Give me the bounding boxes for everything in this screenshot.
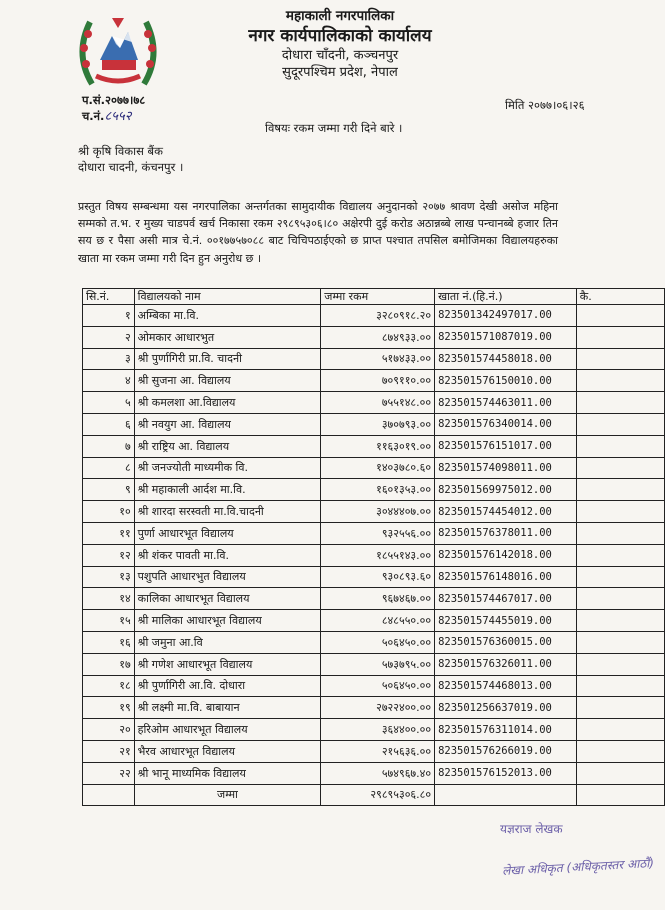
- row-remarks: [576, 392, 664, 414]
- chalani-number: [82, 108, 145, 125]
- row-school-name: श्री कमलशा आ.विद्यालय: [134, 392, 321, 414]
- table-row: [83, 610, 665, 632]
- row-account-number: 823501576151017.00: [435, 435, 577, 457]
- table-row: [83, 501, 665, 523]
- table-row: [83, 326, 665, 348]
- row-sn: १४: [83, 588, 135, 610]
- row-amount: २७२२४००.००: [321, 697, 435, 719]
- row-remarks: [576, 740, 664, 762]
- table-row: [83, 522, 665, 544]
- table-row: [83, 479, 665, 501]
- row-remarks: [576, 457, 664, 479]
- row-amount: १६०१३५३.००: [321, 479, 435, 501]
- letter-body: प्रस्तुत विषय सम्बन्धमा यस नगरपालिका अन्तर्गतका सामुदायीक विद्यालय अनुदानको २०७७ श्रावण देखी असोज महिना सम्मको त.भ. र मुख्य चाडपर्व खर्च निकासा रकम २९८९५३०६।८० अक्षेरपी दुई करोड अठान्नब्बे लाख पन्चानब्बे हजार तिन सय छ र पैसा असी मात्र चे.नं. ००१७७५७०८८ बाट चिचिपठाईएको छ प्राप्त पश्चात तपसिल बमोजिमका विद्यालयहरुका खाता मा रकम जम्मा गरी दिन हुन अनुरोध छ ।: [78, 200, 558, 265]
- row-remarks: [576, 479, 664, 501]
- table-row: [83, 675, 665, 697]
- row-remarks: [576, 544, 664, 566]
- row-sn: ८: [83, 457, 135, 479]
- row-account-number: 823501569975012.00: [435, 479, 577, 501]
- row-account-number: 823501574455019.00: [435, 610, 577, 632]
- row-school-name: श्री पुर्णागिरी प्रा.वि. चादनी: [134, 348, 321, 370]
- row-sn: ३: [83, 348, 135, 370]
- table-row: [83, 740, 665, 762]
- table-row: [83, 631, 665, 653]
- row-remarks: [576, 697, 664, 719]
- row-amount: ५१७४३३.००: [321, 348, 435, 370]
- row-school-name: ओमकार आधारभुत: [134, 326, 321, 348]
- row-sn: १८: [83, 675, 135, 697]
- table-row: [83, 697, 665, 719]
- row-amount: ७५५१४८.००: [321, 392, 435, 414]
- patra-sankhya: प.सं.२०७७।७८: [82, 93, 146, 107]
- row-sn: १७: [83, 653, 135, 675]
- row-school-name: श्री नवयुग आ. विद्यालय: [134, 413, 321, 435]
- header-remarks: कै.: [576, 289, 664, 305]
- row-remarks: [576, 370, 664, 392]
- table-row: [83, 370, 665, 392]
- row-school-name: भैरव आधारभूत विद्यालय: [134, 740, 321, 762]
- row-sn: ११: [83, 522, 135, 544]
- row-remarks: [576, 719, 664, 741]
- row-amount: २१५६३६.००: [321, 740, 435, 762]
- row-remarks: [576, 631, 664, 653]
- row-remarks: [576, 762, 664, 784]
- row-sn: १: [83, 305, 135, 327]
- row-school-name: श्री शंकर पावती मा.वि.: [134, 544, 321, 566]
- signatory-name: यज्ञराज लेखक: [500, 822, 563, 836]
- row-remarks: [576, 501, 664, 523]
- row-school-name: श्री महाकाली आर्दश मा.वि.: [134, 479, 321, 501]
- row-school-name: श्री पुर्णागिरी आ.वि. दोधारा: [134, 675, 321, 697]
- table-row: [83, 305, 665, 327]
- row-school-name: अम्बिका मा.वि.: [134, 305, 321, 327]
- row-sn: १९: [83, 697, 135, 719]
- row-amount: ३०४४४०७.००: [321, 501, 435, 523]
- row-amount: ८४८५५०.००: [321, 610, 435, 632]
- row-remarks: [576, 435, 664, 457]
- row-amount: ५०६४५०.००: [321, 631, 435, 653]
- row-school-name: श्री गणेश आधारभूत विद्यालय: [134, 653, 321, 675]
- row-school-name: श्री जमुना आ.वि: [134, 631, 321, 653]
- row-amount: १८५५१४३.००: [321, 544, 435, 566]
- row-school-name: श्री शारदा सरस्वती मा.वि.चादनी: [134, 501, 321, 523]
- row-remarks: [576, 348, 664, 370]
- table-row: [83, 566, 665, 588]
- table-row: [83, 413, 665, 435]
- table-row: [83, 544, 665, 566]
- letter-date: मिति २०७७।०६।२६: [505, 98, 585, 112]
- table-row: [83, 348, 665, 370]
- row-sn: १३: [83, 566, 135, 588]
- row-school-name: हरिओम आधारभूत विद्यालय: [134, 719, 321, 741]
- row-sn: २२: [83, 762, 135, 784]
- table-row: [83, 762, 665, 784]
- row-school-name: श्री राष्ट्रिय आ. विद्यालय: [134, 435, 321, 457]
- row-school-name: पुर्णा आधारभूत विद्यालय: [134, 522, 321, 544]
- row-amount: ८७४९३३.००: [321, 326, 435, 348]
- header-account-number: खाता नं.(हि.नं.): [435, 289, 577, 305]
- row-sn: १६: [83, 631, 135, 653]
- row-sn: २१: [83, 740, 135, 762]
- table-row: [83, 588, 665, 610]
- row-amount: ९३२५५६.००: [321, 522, 435, 544]
- header-sn: सि.नं.: [83, 289, 135, 305]
- addressee-address: दोधारा चादनी, कंचनपुर ।: [78, 160, 184, 174]
- row-account-number: 823501576142018.00: [435, 544, 577, 566]
- row-school-name: श्री लक्ष्मी मा.वि. बाबायान: [134, 697, 321, 719]
- row-remarks: [576, 588, 664, 610]
- row-remarks: [576, 413, 664, 435]
- row-account-number: 823501256637019.00: [435, 697, 577, 719]
- row-remarks: [576, 610, 664, 632]
- row-sn: ४: [83, 370, 135, 392]
- total-amount: २९८९५३०६.८०: [321, 784, 435, 806]
- row-remarks: [576, 326, 664, 348]
- row-sn: ७: [83, 435, 135, 457]
- row-account-number: 823501576152013.00: [435, 762, 577, 784]
- row-amount: ११६३०१९.००: [321, 435, 435, 457]
- row-remarks: [576, 675, 664, 697]
- office-address: दोधारा चाँदनी, कञ्चनपुर: [281, 48, 399, 63]
- letterhead: [190, 8, 490, 81]
- chalani-label: च.नं.: [82, 109, 105, 123]
- row-account-number: 823501576340014.00: [435, 413, 577, 435]
- row-account-number: 823501574463011.00: [435, 392, 577, 414]
- row-sn: १२: [83, 544, 135, 566]
- table-row: [83, 719, 665, 741]
- row-amount: ५०६४५०.००: [321, 675, 435, 697]
- row-amount: ३७०७९३.००: [321, 413, 435, 435]
- row-account-number: 823501342497017.00: [435, 305, 577, 327]
- row-sn: २०: [83, 719, 135, 741]
- municipality-name: महाकाली नगरपालिका: [285, 8, 395, 24]
- row-account-number: 823501576148016.00: [435, 566, 577, 588]
- row-account-number: 823501571087019.00: [435, 326, 577, 348]
- header-school-name: विद्यालयको नाम: [134, 289, 321, 305]
- row-sn: २: [83, 326, 135, 348]
- row-amount: ३२८०९१८.२०: [321, 305, 435, 327]
- row-school-name: पशुपति आधारभुत विद्यालय: [134, 566, 321, 588]
- row-amount: ५७४९६७.४०: [321, 762, 435, 784]
- row-sn: ९: [83, 479, 135, 501]
- row-account-number: 823501576326011.00: [435, 653, 577, 675]
- row-amount: ७०९११०.००: [321, 370, 435, 392]
- row-sn: ५: [83, 392, 135, 414]
- row-account-number: 823501574098011.00: [435, 457, 577, 479]
- row-sn: १०: [83, 501, 135, 523]
- row-remarks: [576, 653, 664, 675]
- school-account-table: [82, 288, 665, 806]
- total-label: जम्मा: [134, 784, 321, 806]
- addressee-name: श्री कृषि विकास बैंक: [78, 144, 163, 158]
- row-amount: ९६७४६७.००: [321, 588, 435, 610]
- chalani-value: ८५५२: [104, 109, 132, 124]
- row-account-number: 823501576360015.00: [435, 631, 577, 653]
- table-row: [83, 392, 665, 414]
- row-account-number: 823501576311014.00: [435, 719, 577, 741]
- row-remarks: [576, 305, 664, 327]
- row-account-number: 823501576150010.00: [435, 370, 577, 392]
- office-name: नगर कार्यपालिकाको कार्यालय: [248, 26, 432, 46]
- row-account-number: 823501576266019.00: [435, 740, 577, 762]
- municipality-emblem: [72, 14, 164, 88]
- signatory-title: लेखा अधिकृत (अधिकृतस्तर आठौं): [501, 856, 655, 878]
- row-school-name: श्री मालिका आधारभूत विद्यालय: [134, 610, 321, 632]
- table-header-row: [83, 289, 665, 305]
- row-amount: ५७३७९५.००: [321, 653, 435, 675]
- signature-block: [500, 820, 563, 837]
- total-row: [83, 784, 665, 806]
- row-school-name: श्री भानू माध्यमिक विद्यालय: [134, 762, 321, 784]
- row-school-name: श्री जनज्योती माध्यमीक वि.: [134, 457, 321, 479]
- table-row: [83, 653, 665, 675]
- header-amount: जम्मा रकम: [321, 289, 435, 305]
- row-amount: ३६४४००.००: [321, 719, 435, 741]
- row-remarks: [576, 566, 664, 588]
- row-account-number: 823501574454012.00: [435, 501, 577, 523]
- row-remarks: [576, 522, 664, 544]
- row-amount: ९३०८९३.६०: [321, 566, 435, 588]
- row-amount: १४०३७८०.६०: [321, 457, 435, 479]
- table-row: [83, 435, 665, 457]
- reference-block: [82, 92, 145, 125]
- row-account-number: 823501574467017.00: [435, 588, 577, 610]
- row-school-name: श्री सुजना आ. विद्यालय: [134, 370, 321, 392]
- office-province: सुदूरपश्चिम प्रदेश, नेपाल: [282, 65, 398, 80]
- row-account-number: 823501574458018.00: [435, 348, 577, 370]
- addressee: [78, 143, 183, 175]
- row-school-name: कालिका आधारभूत विद्यालय: [134, 588, 321, 610]
- row-sn: १५: [83, 610, 135, 632]
- table-row: [83, 457, 665, 479]
- letter-subject: विषयः रकम जम्मा गरी दिने बारे ।: [265, 121, 403, 135]
- row-account-number: 823501576378011.00: [435, 522, 577, 544]
- row-sn: ६: [83, 413, 135, 435]
- row-account-number: 823501574468013.00: [435, 675, 577, 697]
